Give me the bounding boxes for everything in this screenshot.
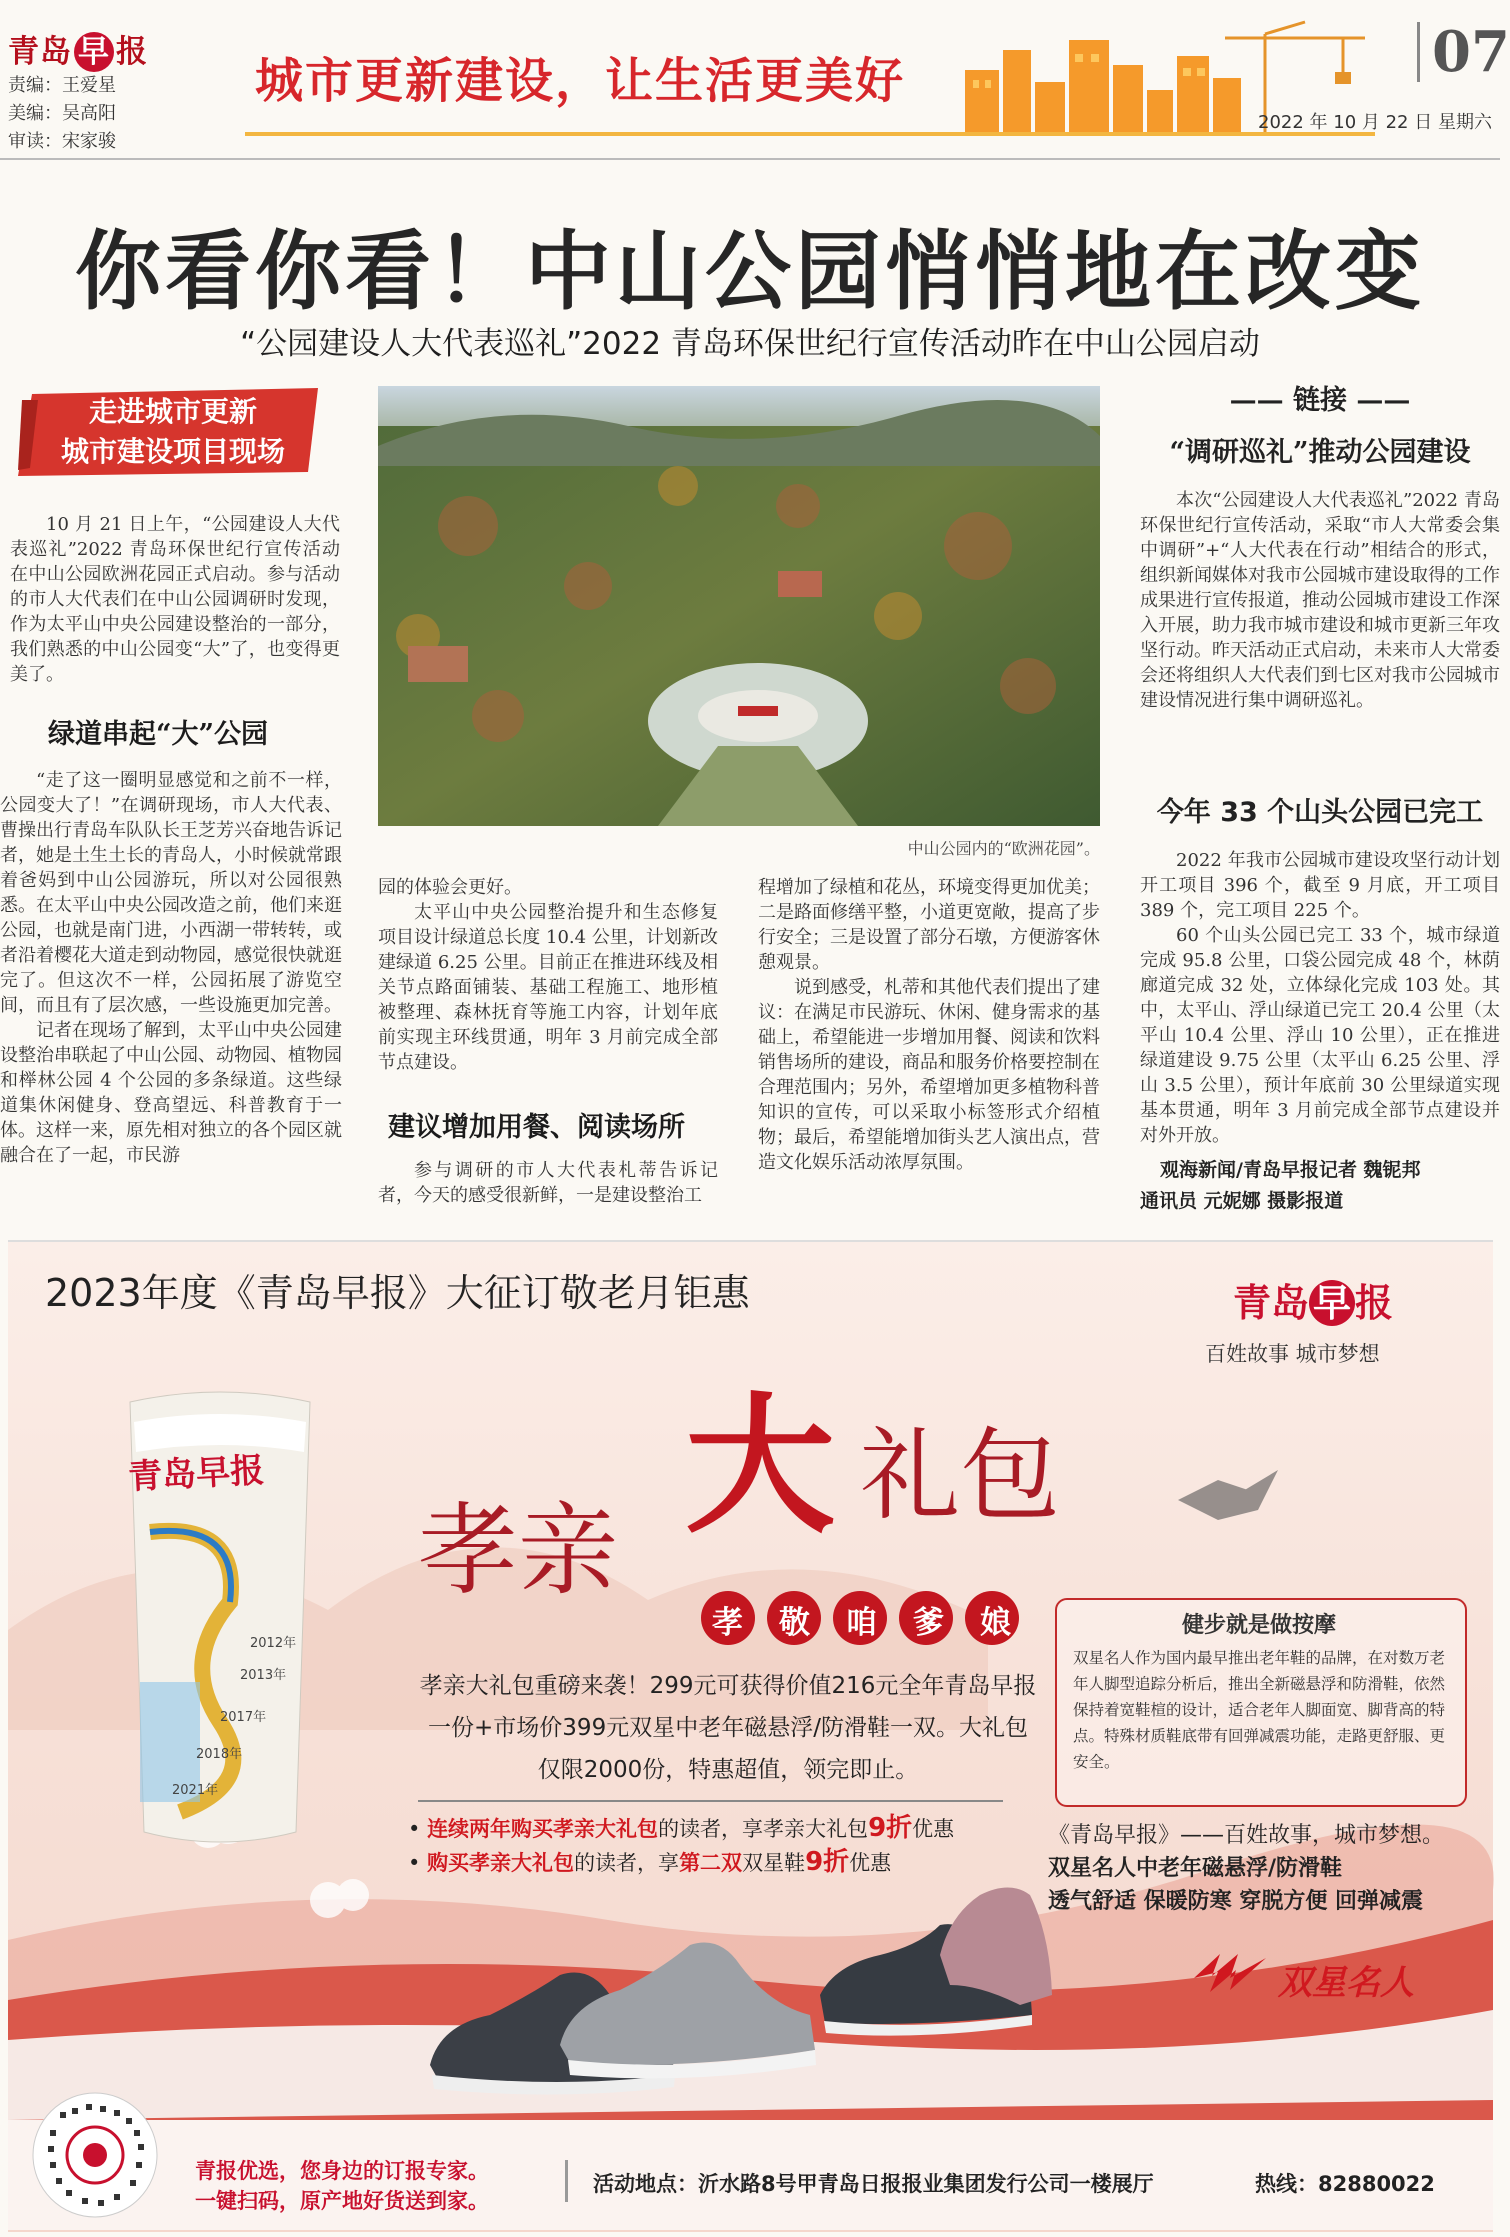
editor-credits: 责编：王爱星 美编：吴高阳 审读：宋家骏 xyxy=(8,75,116,152)
advert-footer-divider xyxy=(565,2160,568,2202)
advert-offer-text: 孝亲大礼包重磅来袭！299元可获得价值216元全年青岛早报一份+市场价399元双星中老年磁悬浮/防滑鞋一双。大礼包仅限2000份，特惠超值，领完即止。 xyxy=(419,1673,1037,1783)
section-title: 城市更新建设，让生活更美好 xyxy=(255,53,906,109)
sidebar-heading-1: “调研巡礼”推动公园建设 xyxy=(1169,437,1471,468)
col1-heading: 绿道串起“大”公园 xyxy=(48,719,269,750)
advert-big-libao: 礼包 xyxy=(860,1417,1060,1534)
advert-brand-name: 双星名人 xyxy=(1278,1963,1414,2003)
advert-bullet-2: • 购买孝亲大礼包的读者，享第二双双星鞋9折优惠 xyxy=(408,1847,892,1877)
timeline-year-2018: 2018年 xyxy=(196,1747,243,1762)
advert-bullets xyxy=(408,1812,1028,1880)
newspaper-roll-logo: 青岛早报 xyxy=(127,1450,266,1498)
park-aerial-photo xyxy=(378,386,1100,826)
shuangxing-logo-icon xyxy=(1190,1948,1270,1996)
advert-info-body: 双星名人作为国内最早推出老年鞋的品牌，在对数万老年人脚型追踪分析后，推出全新磁悬浮和防滑鞋，依然保持着宽鞋楦的设计，适合老年人脚面宽、脚背高的特点。特殊材质鞋底带有回弹减震功能，走路更舒服、更安全。 xyxy=(1073,1649,1446,1771)
sidebar-heading-2: 今年 33 个山头公园已完工 xyxy=(1156,797,1484,828)
issue-date: 2022 年 10 月 22 日 星期六 xyxy=(1258,112,1492,133)
shoes-image xyxy=(420,1875,1060,2105)
headline: 你看你看！中山公园悄悄地在改变 xyxy=(75,221,1425,322)
timeline-year-2013: 2013年 xyxy=(240,1668,287,1683)
logo-badge: 早 xyxy=(74,32,114,72)
advert-product-name: 双星名人中老年磁悬浮/防滑鞋 xyxy=(1048,1856,1343,1881)
advert-big-xiaoqin: 孝亲 xyxy=(418,1492,618,1609)
col2-body: 园的体验会更好。 太平山中央公园整治提升和生态修复项目设计绿道总长度 10.4 公里，计划新改建绿道 6.25 公里。目前正在推进环线及相关节点路面铺装、基础工程施工、地形植被整理、森林抚育等施工内容，计划年底前实现主环线贯通，明年 3 月前完成全部节点建设。 xyxy=(378,877,718,1073)
advert-slogan: 百姓故事 城市梦想 xyxy=(1205,1342,1380,1366)
subheadline: “公园建设人大代表巡礼”2022 青岛环保世纪行宣传活动昨在中山公园启动 xyxy=(240,326,1260,362)
page-number: 07 xyxy=(1417,22,1510,82)
byline-correspondent: 通讯员 元妮娜 摄影报道 xyxy=(1140,1190,1344,1212)
section-tag: 走进城市更新 城市建设项目现场 xyxy=(60,395,285,468)
advert-logo-badge: 早 xyxy=(1309,1280,1355,1326)
col2-heading: 建议增加用餐、阅读场所 xyxy=(388,1112,685,1143)
advert-product-features: 透气舒适 保暖防寒 穿脱方便 回弹减震 xyxy=(1048,1889,1423,1914)
col1-intro: 10 月 21 日上午，“公园建设人大代表巡礼”2022 青岛环保世纪行宣传活动在中山公园欧洲花园正式启动。参与活动的市人大代表们在中山公园调研时发现，作为太平山中央公园建设整治的一部分，我们熟悉的中山公园变“大”了，也变得更美了。 xyxy=(10,514,340,685)
advert-footer-line-2: 一键扫码，原产地好货送到家。 xyxy=(195,2189,489,2213)
advert-big-da: 大 xyxy=(685,1378,836,1554)
timeline-year-2021: 2021年 xyxy=(172,1783,219,1798)
advert-address: 活动地点：沂水路8号甲青岛日报报业集团发行公司一楼展厅 xyxy=(593,2172,1154,2196)
byline-reporter: 观海新闻/青岛早报记者 魏铌邦 xyxy=(1160,1159,1421,1181)
related-link-label: —— 链接 —— xyxy=(1229,385,1411,416)
photo-caption: 中山公园内的“欧洲花园”。 xyxy=(907,839,1100,858)
masthead-logo: 青岛 早 报 xyxy=(8,34,148,70)
qr-code-icon xyxy=(30,2090,160,2220)
timeline-year-2012: 2012年 xyxy=(250,1636,297,1651)
advert-bullet-1: • 连续两年购买孝亲大礼包的读者，享孝亲大礼包9折优惠 xyxy=(408,1813,955,1843)
col1-body: “走了这一圈明显感觉和之前不一样，公园变大了！”在调研现场，市人大代表、曹操出行青岛车队队长王芝芳兴奋地告诉记者，她是土生土长的青岛人，小时候就常跟着爸妈到中山公园游玩，所以对公园很熟悉。在太平山中央公园改造之前，他们来逛公园，也就是南门进，小西湖一带转转，或者沿着樱花大道走到动物园，感觉很快就逛完了。但这次不一样，公园拓展了游览空间，而且有了层次感，一些设施更加完善。 记者在现场了解到，太平山中央公园建设整治串联起了中山公园、动物园、植物园和榉林公园 4 个公园的多条绿道。这些绿道集休闲健身、登高望远、科普教育于一体。这样一来，原先相对独立的各个园区就融合在了一起，市民游 xyxy=(0,770,342,1166)
advert-hotline: 热线：82880022 xyxy=(1255,2172,1435,2196)
advert-offer-divider xyxy=(418,1800,1003,1802)
advert-tagline: 《青岛早报》——百姓故事，城市梦想。 xyxy=(1048,1823,1445,1848)
advert-sub: 孝敬咱爹娘 xyxy=(712,1605,1047,1641)
advert-footer-line-1: 青报优选，您身边的订报专家。 xyxy=(195,2159,489,2183)
advert-title: 2023年度《青岛早报》大征订敬老月钜惠 xyxy=(45,1271,750,1315)
sidebar-body-2: 2022 年我市公园城市建设攻坚行动计划开工项目 396 个，截至 9 月底，开工项目 389 个，完工项目 225 个。 60 个山头公园已完工 33 个，城市绿道完成 95.8 公里，口袋公园完成 48 个，林荫廊道完成 32 处，立体绿化完成 103 处。其中，太平山、浮山绿道已完工 20.4 公里（太平山 10.4 公里、浮山 10 公里），正在推进绿道建设 9.75 公里（太平山 6.25 公里、浮山 3.5 公里），预计年底前 30 公里绿道实现基本贯通，明年 3 月前完成全部节点建设并对外开放。 xyxy=(1140,850,1500,1146)
advert-info-title: 健步就是做按摩 xyxy=(1181,1613,1336,1638)
advert-logo: 青岛 早 报 xyxy=(1233,1280,1394,1325)
col2-body-2: 参与调研的市人大代表札蒂告诉记者，今天的感受很新鲜，一是建设整治工 xyxy=(378,1160,718,1206)
col3-body: 程增加了绿植和花丛，环境变得更加优美；二是路面修缮平整，小道更宽敞，提高了步行安全；三是设置了部分石墩，方便游客休憩观景。 说到感受，札蒂和其他代表们提出了建议：在满足市民游玩、休闲、健身需求的基础上，希望能进一步增加用餐、阅读和饮料销售场所的建设，商品和服务价格要控制在合理范围内；另外，希望增加更多植物科普知识的宣传，可以采取小标签形式介绍植物；最后，希望能增加街头艺人演出点，营造文化娱乐活动浓厚氛围。 xyxy=(758,877,1100,1173)
header-divider xyxy=(0,158,1500,160)
timeline-year-2017: 2017年 xyxy=(220,1710,267,1725)
sidebar-body-1: 本次“公园建设人大代表巡礼”2022 青岛环保世纪行宣传活动，采取“市人大常委会集中调研”+“人大代表在行动”相结合的形式，组织新闻媒体对我市公园城市建设取得的工作成果进行宣传报道，推动公园城市建设工作深入开展，助力我市城市建设和城市更新三年攻坚行动。昨天活动正式启动，未来市人大常委会还将组织人大代表们到七区对我市公园城市建设情况进行集中调研巡礼。 xyxy=(1140,490,1500,711)
